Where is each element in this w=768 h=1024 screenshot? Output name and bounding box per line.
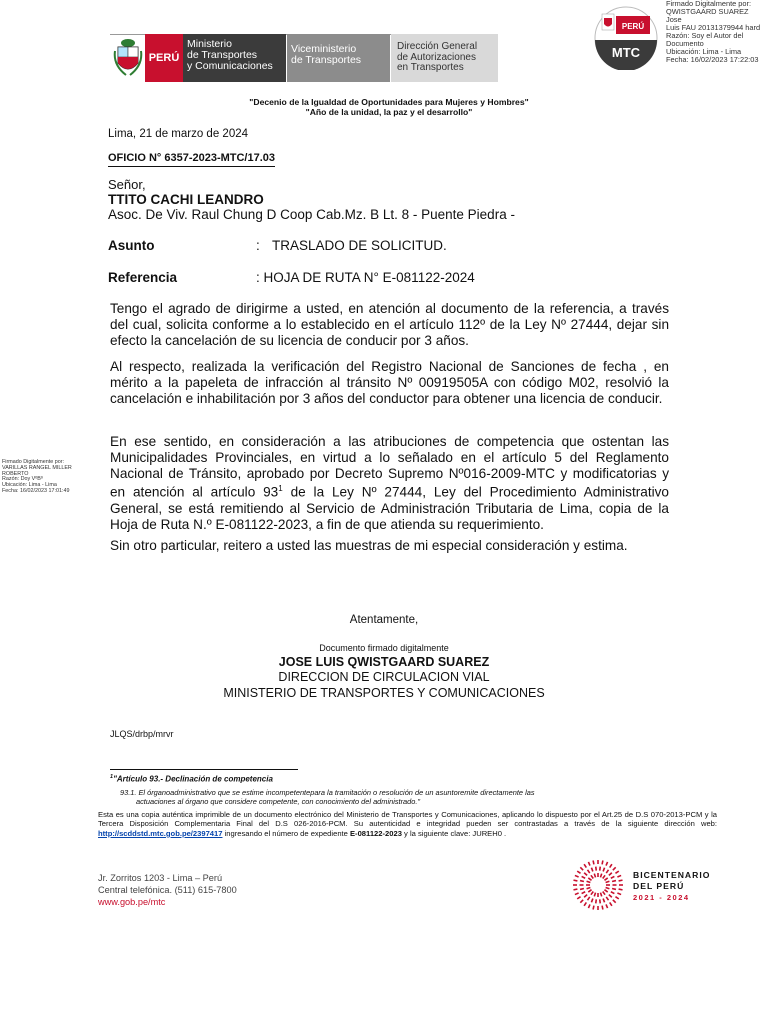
recipient-name: TTITO CACHI LEANDRO <box>108 192 264 207</box>
letter-date: Lima, 21 de marzo de 2024 <box>108 128 249 140</box>
sig-top-line: Razón: Soy el Autor del <box>666 31 744 40</box>
footnote-rule <box>110 769 298 770</box>
footer-street: Jr. Zorritos 1203 - Lima – Perú <box>98 873 223 883</box>
decree-line2: "Año de la unidad, la paz y el desarrollo" <box>305 107 473 117</box>
coat-of-arms-icon <box>112 37 144 79</box>
decree-line1: "Decenio de la Igualdad de Oportunidades para Mujeres y Hombres" <box>249 97 529 107</box>
signer-position-2: MINISTERIO DE TRANSPORTES Y COMUNICACIONES <box>223 686 545 700</box>
p3-part-a: En ese sentido, en consideración a las atribuciones de competencia que ostentan las Municipalidades Provinciales, en virtud a lo señalado en el artículo 5 del Reglamento Nacional de Tránsito, aprobado por Decreto Supremo Nº016-2009-MTC y modificatorias y en atención al artículo 93 <box>110 434 669 500</box>
asunto-label: Asunto <box>108 238 155 253</box>
sig-top-line: QWISTGAARD SUAREZ Jose <box>666 7 749 24</box>
bicentenario-years: 2021 - 2024 <box>633 893 690 902</box>
direction-block <box>391 34 498 82</box>
bicentenario-text <box>633 870 710 903</box>
decree-header <box>0 97 768 117</box>
sig-top-line: Fecha: 16/02/2023 17:22:03 <box>666 55 759 64</box>
ministry-line1: Ministerio <box>187 38 232 50</box>
copy-note-part3: y la siguiente clave: JUREH0 . <box>401 828 507 838</box>
recipient-address: Asoc. De Viv. Raul Chung D Coop Cab.Mz. B Lt. 8 - Puente Piedra - <box>108 207 515 222</box>
body-paragraph-2: Al respecto, realizada la verificación del Registro Nacional de Sanciones de fecha , en mérito a la papeleta de infracción al tránsito Nº 00919505A con código M02, resolvió la cancelación e inhabilitación por 3 años del conductor para obtener una licencia de conducir. <box>110 359 669 406</box>
asunto-colon: : <box>256 238 260 253</box>
footer-phone: Central telefónica. (511) 615-7800 <box>98 885 237 895</box>
sig-left-line: Firmado Digitalmente por: <box>2 459 65 465</box>
sig-left-line: VARILLAS RANGEL MILLER <box>2 464 72 471</box>
digital-signature-top <box>666 0 766 64</box>
footnote-number: 1 <box>110 774 114 780</box>
bicentenario-line1: BICENTENARIO <box>633 870 711 880</box>
ministry-block <box>183 34 286 82</box>
digital-signature-left <box>2 460 80 495</box>
sig-top-line: Firmado Digitalmente por: <box>666 0 752 8</box>
peru-brand-block <box>145 34 183 82</box>
footnote-text <box>120 788 720 807</box>
authenticity-note <box>98 810 717 838</box>
viceministry-block <box>287 34 390 82</box>
dir-line1: Dirección General <box>397 41 478 52</box>
vice-line1: Viceministerio <box>291 43 357 55</box>
body-paragraph-3 <box>110 434 669 532</box>
sig-left-line: Fecha: 16/02/2023 17:01:49 <box>2 487 70 494</box>
sig-left-line: Ubicación: Lima - Lima <box>2 482 57 489</box>
seal-mtc-text: MTC <box>611 45 641 60</box>
asunto-value: TRASLADO DE SOLICITUD. <box>272 238 447 253</box>
referencia-value: : HOJA DE RUTA N° E-081122-2024 <box>256 270 475 285</box>
body-paragraph-1: Tengo el agrado de dirigirme a usted, en atención al documento de la referencia, a través del cual, solicita conforme a lo establecido en el artículo 112º de la Ley Nº 27444, dejar sin efecto la cancelación de su licencia de conducir por 3 años. <box>110 301 669 348</box>
footnote-text-line2: actuaciones al órgano que considere competente, con conocimiento del administrado." <box>136 797 421 807</box>
copy-note-part2: ingresando el número de expediente <box>222 828 350 838</box>
ministry-line2: de Transportes <box>187 49 258 61</box>
expediente-number: E-081122-2023 <box>349 828 402 838</box>
body-paragraph-4: Sin otro particular, reitero a usted las muestras de mi especial consideración y estima. <box>110 538 628 553</box>
verification-link[interactable]: http://scddstd.mtc.gob.pe/2397417 <box>98 828 223 838</box>
footnote-title <box>110 774 273 784</box>
footer-address <box>98 872 237 908</box>
reference-initials: JLQS/drbp/mrvr <box>110 729 174 739</box>
salutation: Señor, <box>108 177 146 192</box>
digital-signature-note: Documento firmado digitalmente <box>319 643 449 653</box>
sig-top-line: Documento <box>666 39 704 48</box>
bicentenario-logo-icon <box>568 857 628 913</box>
vice-line2: de Transportes <box>291 54 362 66</box>
sig-top-line: Ubicación: Lima - Lima <box>666 47 742 56</box>
footnote-ref: 1 <box>278 484 283 494</box>
mtc-seal-icon <box>592 6 660 70</box>
peru-label: PERÚ <box>148 52 180 64</box>
dir-line2: de Autorizaciones <box>397 51 476 63</box>
copy-note-part1: Esta es una copia auténtica imprimible de un documento electrónico del Ministerio de Transportes y Comunicaciones, aplicando lo dispuesto por el Art.25 de D.S 070-2013-PCM y la Tercera Disposición Complementaria Final del D.S 026-2016-PCM. Su autenticidad e integridad pueden ser contrastadas a través de la siguiente dirección web: <box>98 810 717 829</box>
footer-web-link[interactable]: www.gob.pe/mtc <box>98 897 166 907</box>
footnote-text-line1: 93.1. El órganoadministrativo que se estime incompetentepara la tramitación o resolución de un asuntoremite directamente las <box>120 788 535 797</box>
signer-name: JOSE LUIS QWISTGAARD SUAREZ <box>278 655 490 669</box>
footnote-title-text: "Artículo 93.- Declinación de competencia <box>113 774 273 784</box>
p3-part-b: de la Ley Nº 27444, Ley del Procedimiento Administrativo General, se está remitiendo al Servicio de Administración Tributaria de Lima, copia de la Hoja de Ruta N.º E-081122-2023, a fin de que atienda su requerimiento. <box>110 484 669 532</box>
ministry-line3: y Comunicaciones <box>187 60 273 72</box>
referencia-label: Referencia <box>108 270 178 285</box>
sig-left-line: ROBERTO <box>2 470 29 477</box>
signer-position-1: DIRECCION DE CIRCULACION VIAL <box>278 670 490 684</box>
dir-line3: en Transportes <box>397 62 464 73</box>
seal-peru-text: PERÚ <box>621 22 645 31</box>
closing: Atentamente, <box>349 614 419 626</box>
sig-left-line: Razón: Doy VºBº <box>2 476 43 483</box>
bicentenario-line2: DEL PERÚ <box>633 881 685 891</box>
oficio-number: OFICIO N° 6357-2023-MTC/17.03 <box>108 152 275 167</box>
sig-top-line: Luis FAU 20131379944 hard <box>666 23 761 32</box>
